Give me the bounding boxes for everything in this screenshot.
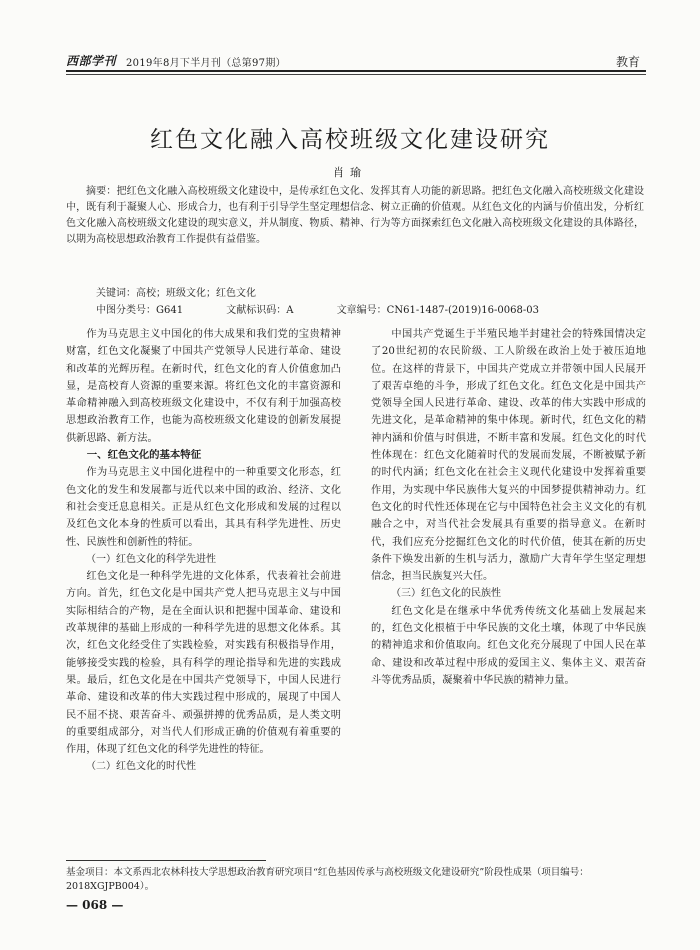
- subsection-heading: （二）红色文化的时代性: [86, 761, 196, 773]
- body-paragraph: 中国共产党诞生于半殖民地半封建社会的特殊国情决定了20世纪初的农民阶级、工人阶级在政治上处于被压迫地位。在这样的背景下，中国共产党成立并带领中国人民展开了艰苦卓绝的斗争，形成了红色文化。红色文化是中国共产党领导全国人民进行革命、建设、改革的伟大实践中形成的先进文化，是革命精神的集中体现。新时代，红色文化的精神内涵和价值与时俱进，不断丰富和发展。红色文化的时代性体现在：红色文化随着时代的发展而发展，不断被赋予新的时代内涵；红色文化在社会主义现代化建设中发挥着重要作用，为实现中华民族伟大复兴的中国梦提供精神动力。红色文化的时代性还体现在它与中国特色社会主义文化的有机融合之中，对当代社会发展具有重要的指导意义。在新时代，我们应充分挖掘红色文化的时代价值，使其在新的历史条件下焕发出新的生机与活力，激励广大青年学生坚定理想信念，担当民族复兴大任。: [371, 329, 646, 583]
- section-heading: 一、红色文化的基本特征: [86, 449, 202, 462]
- header-rule-thin: [66, 74, 646, 75]
- abstract: 摘要：把红色文化融入高校班级文化建设中，是传承红色文化、发挥其育人功能的新思路。把红色文化融入高校班级文化建设中，既有利于凝聚人心、形成合力，也有利于引导学生坚定理想信念、树立正确的价值观。从红色文化的内涵与价值出发，分析红色文化融入高校班级文化建设的现实意义，并从制度、物质、精神、行为等方面探索红色文化融入高校班级文化建设的具体路径，以期为高校思想政治教育工作提供有益借鉴。: [66, 186, 644, 245]
- document-code: 文献标识码：A: [226, 305, 294, 316]
- footnote-rule: [66, 860, 266, 861]
- journal-name: 西部学刊: [66, 54, 117, 68]
- body-paragraph: 作为马克思主义中国化进程中的一种重要文化形态，红色文化的发生和发展都与近代以来中国的政治、经济、文化和社会变迁息息相关。正是从红色文化形成和发展的过程以及红色文化本身的性质可以看出，其具有科学先进性、历史性、民族性和创新性的特征。: [66, 467, 341, 548]
- header-rule-thick: [66, 70, 646, 72]
- intro-paragraph: 作为马克思主义中国化的伟大成果和我们党的宝贵精神财富，红色文化凝聚了中国共产党领导人民进行革命、建设和改革的光辉历程。在新时代，红色文化的育人价值愈加凸显，是高校育人资源的重要来源。将红色文化的丰富资源和革命精神融入到高校班级文化建设中，不仅有利于加强高校思想政治教育工作，也能为高校班级文化建设的创新发展提供新思路、新方法。: [66, 329, 341, 444]
- article-author: 肖瑜: [333, 166, 367, 179]
- issue-info: 2019年8月下半月刊（总第97期）: [126, 58, 286, 69]
- body-column-left: [66, 326, 341, 776]
- classification-meta: [96, 301, 656, 316]
- subsection-heading: （一）红色文化的科学先进性: [86, 553, 216, 565]
- running-header: [66, 50, 644, 72]
- funding-footnote: 基金项目：本文系西北农林科技大学思想政治教育研究项目“红色基因传承与高校班级文化建设研究”阶段性成果（项目编号：2018XGJPB004）。: [66, 867, 589, 892]
- body-paragraph: 红色文化是在继承中华优秀传统文化基础上发展起来的，红色文化根植于中华民族的文化土壤，体现了中华民族的精神追求和价值取向。红色文化充分展现了中国人民在革命、建设和改革过程中形成的爱国主义、集体主义、艰苦奋斗等优秀品质，凝聚着中华民族的精神力量。: [371, 605, 646, 686]
- page-number: — 068 —: [66, 898, 124, 912]
- section-label: 教育: [615, 55, 640, 69]
- subsection-heading: （三）红色文化的民族性: [391, 588, 501, 600]
- clc-number: 中图分类号：G641: [96, 305, 184, 316]
- keywords: 关键词：高校；班级文化；红色文化: [96, 288, 256, 299]
- body-column-right: [371, 326, 646, 689]
- article-number: 文章编号：CN61-1487-(2019)16-0068-03: [336, 305, 539, 316]
- body-paragraph: 红色文化是一种科学先进的文化体系，代表着社会前进方向。首先，红色文化是中国共产党人把马克思主义与中国实际相结合的产物，是在全面认识和把握中国革命、建设和改革规律的基础上形成的一种科学先进的思想文化体系。其次，红色文化经受住了实践检验，对实践有积极指导作用，能够接受实践的检验，具有科学的理论指导和先进的实践成果。最后，红色文化是在中国共产党领导下，中国人民进行革命、建设和改革的伟大实践过程中形成的，展现了中国人民不屈不挠、艰苦奋斗、顽强拼搏的优秀品质，是人类文明的重要组成部分，对当代人们形成正确的价值观有着重要的作用，体现了红色文化的科学先进性的特征。: [66, 571, 341, 756]
- article-title: 红色文化融入高校班级文化建设研究: [150, 127, 550, 153]
